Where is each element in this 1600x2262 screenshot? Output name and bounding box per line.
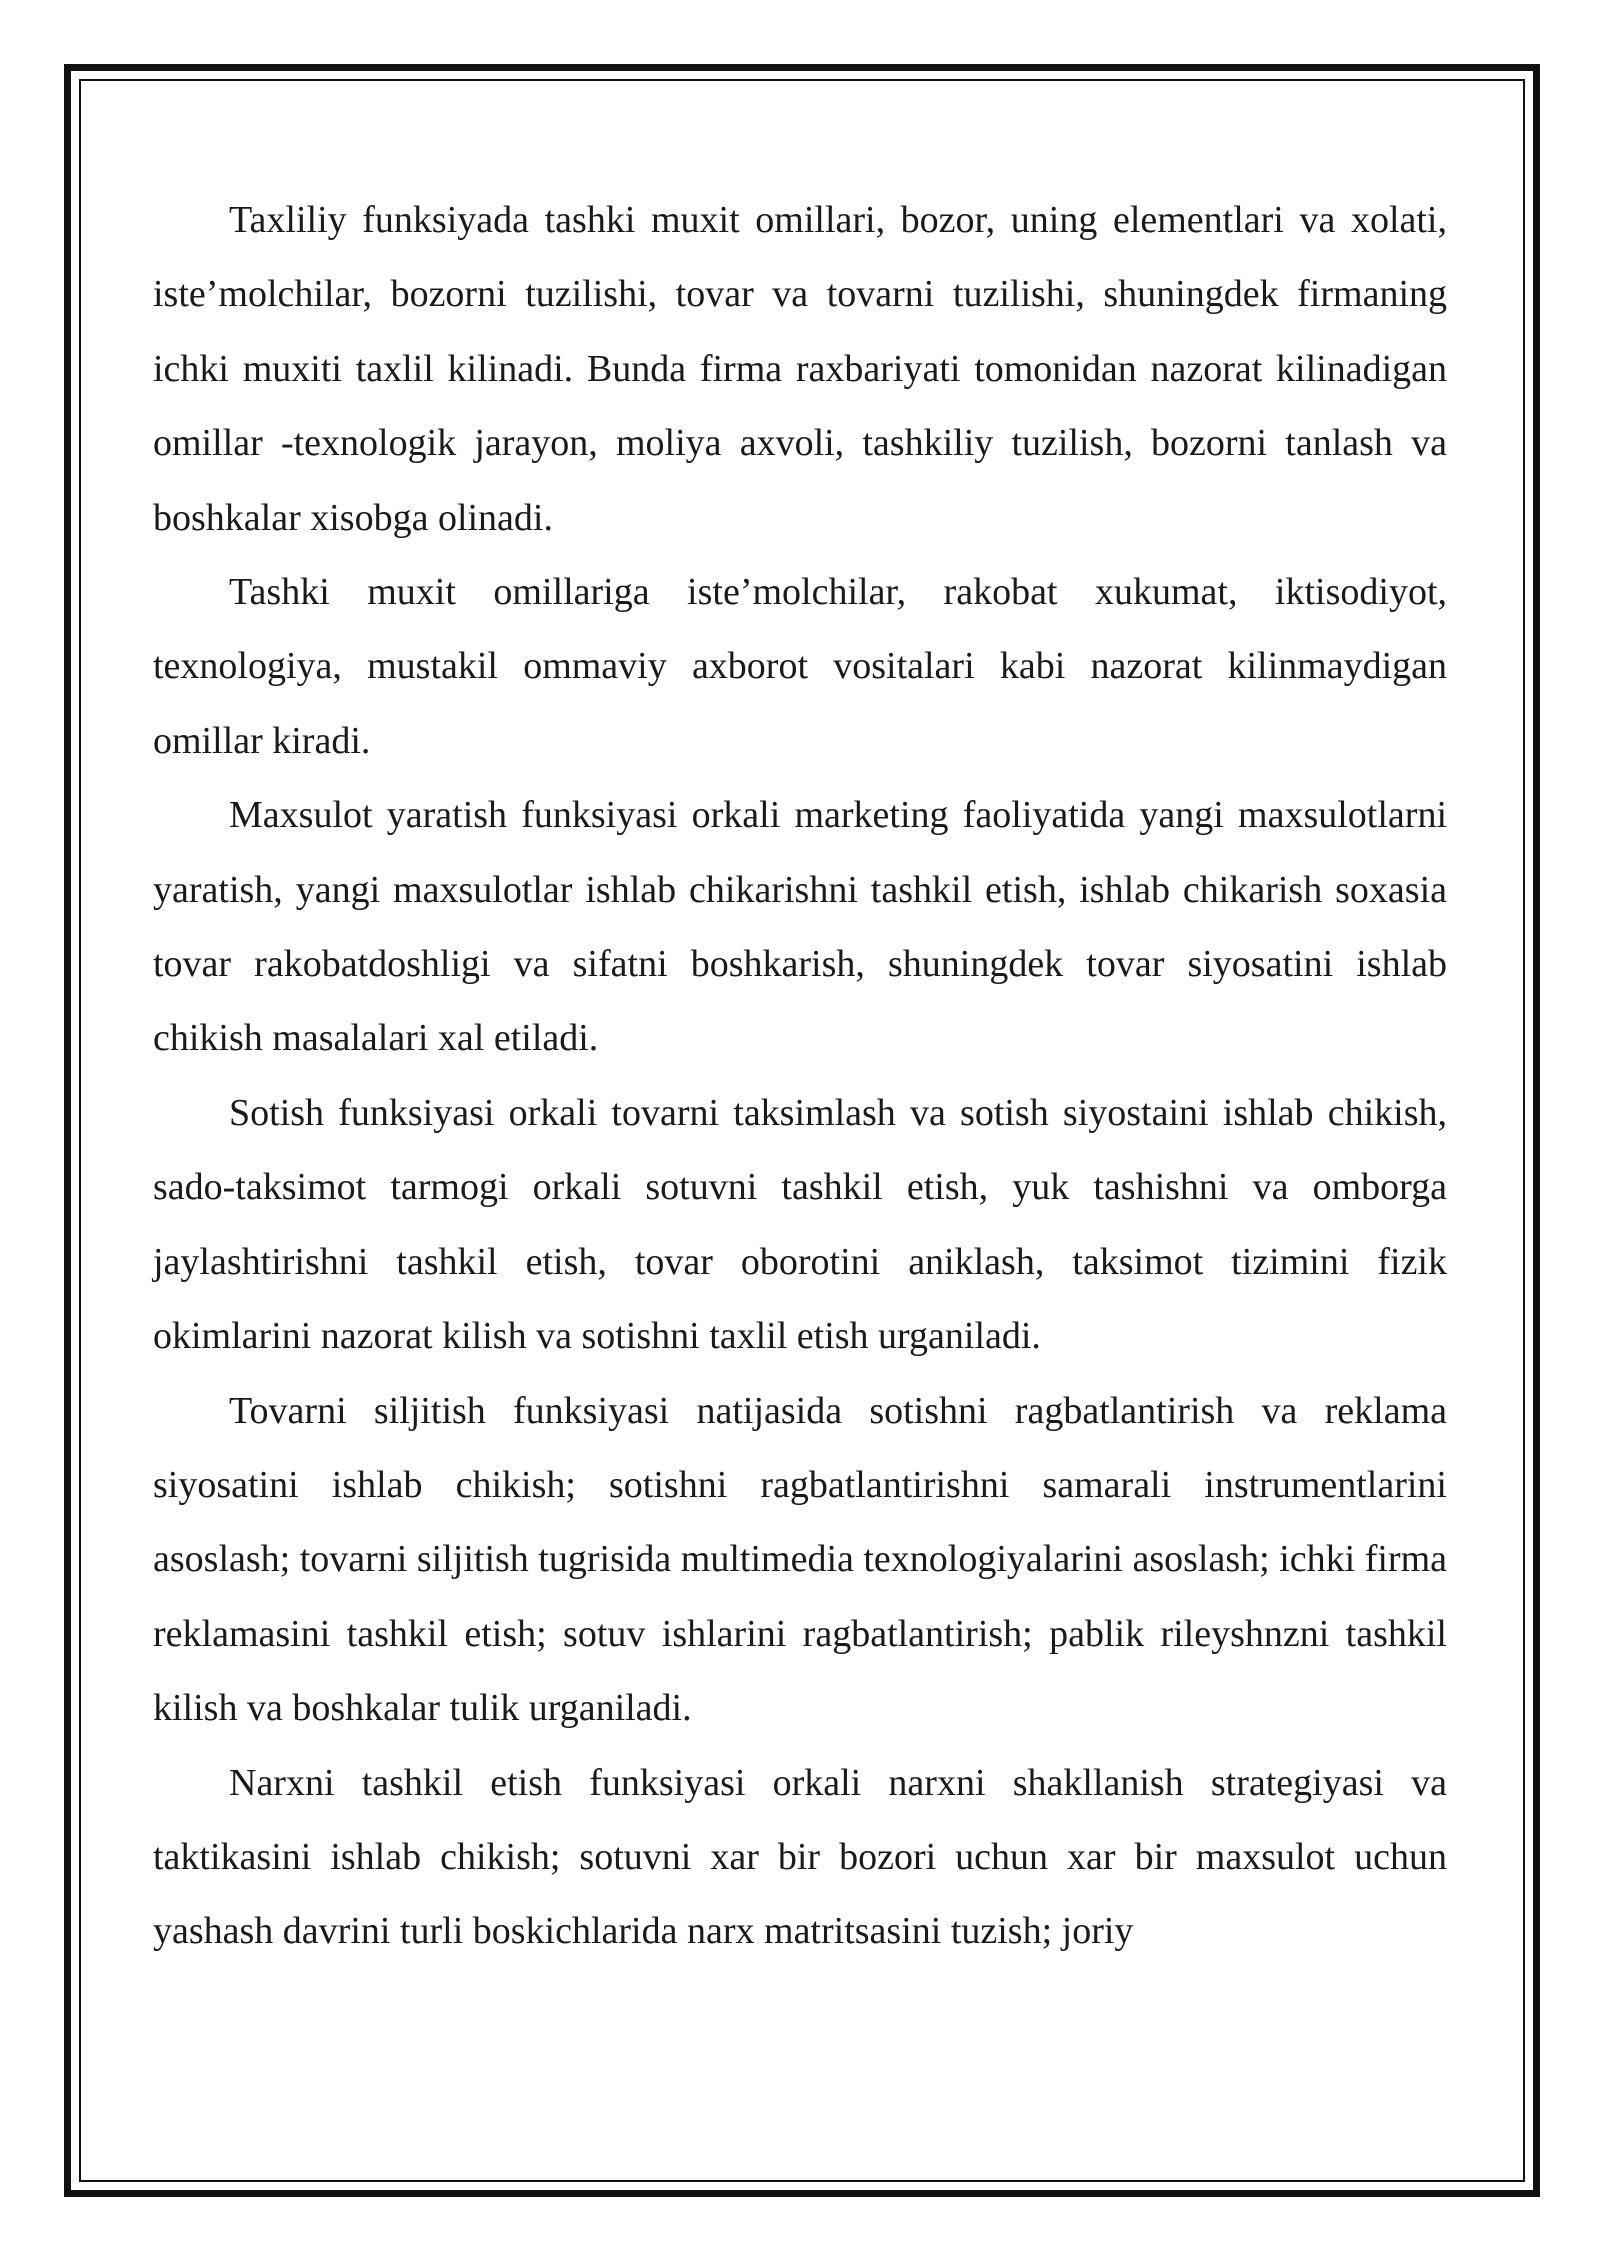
paragraph-5: Tovarni siljitish funksiyasi natijasida sotishni ragbatlantirish va reklama siyosatini ishlab chikish; sotishni ragbatlantirishni samarali instrumentlarini asoslash; tovarni siljitish tugrisida multimedia texnologiyalarini asoslash; ichki firma reklamasini tashkil etish; sotuv ishlarini ragbatlantirish; pablik rileyshnzni tashkil kilish va boshkalar tulik urganiladi. (153, 1389, 1447, 1730)
paragraph-4: Sotish funksiyasi orkali tovarni taksimlash va sotish siyostaini ishlab chikish, sado-taksimot tarmogi orkali sotuvni tashkil etish, yuk tashishni va omborga jaylashtirishni tashkil etish, tovar oborotini aniklash, taksimot tizimini fizik okimlarini nazorat kilish va sotishni taxlil etish urganiladi. (153, 1091, 1447, 1358)
document-body (153, 183, 1447, 1969)
paragraph-3: Maxsulot yaratish funksiyasi orkali marketing faoliyatida yangi maxsulotlarni yaratish, yangi maxsulotlar ishlab chikarishni tashkil etish, ishlab chikarish soxasia tovar rakobatdoshligi va sifatni boshkarish, shuningdek tovar siyosatini ishlab chikish masalalari xal etiladi. (153, 794, 1447, 1060)
paragraph-1: Taxliliy funksiyada tashki muxit omillari, bozor, uning elementlari va xolati, iste’molchilar, bozorni tuzilishi, tovar va tovarni tuzilishi, shuningdek firmaning ichki muxiti taxlil kilinadi. Bunda firma raxbariyati tomonidan nazorat kilinadigan omillar -texnologik jarayon, moliya axvoli, tashkiliy tuzilish, bozorni tanlash va boshkalar xisobga olinadi. (153, 199, 1447, 539)
paragraph-2: Tashki muxit omillariga iste’molchilar, rakobat xukumat, iktisodiyot, texnologiya, mustakil ommaviy axborot vositalari kabi nazorat kilinmaydigan omillar kiradi. (153, 571, 1447, 762)
paragraph-6: Narxni tashkil etish funksiyasi orkali narxni shakllanish strategiyasi va taktikasini ishlab chikish; sotuvni xar bir bozori uchun xar bir maxsulot uchun yashash davrini turli boskichlarida narx matritsasini tuzish; joriy (153, 1761, 1447, 1953)
